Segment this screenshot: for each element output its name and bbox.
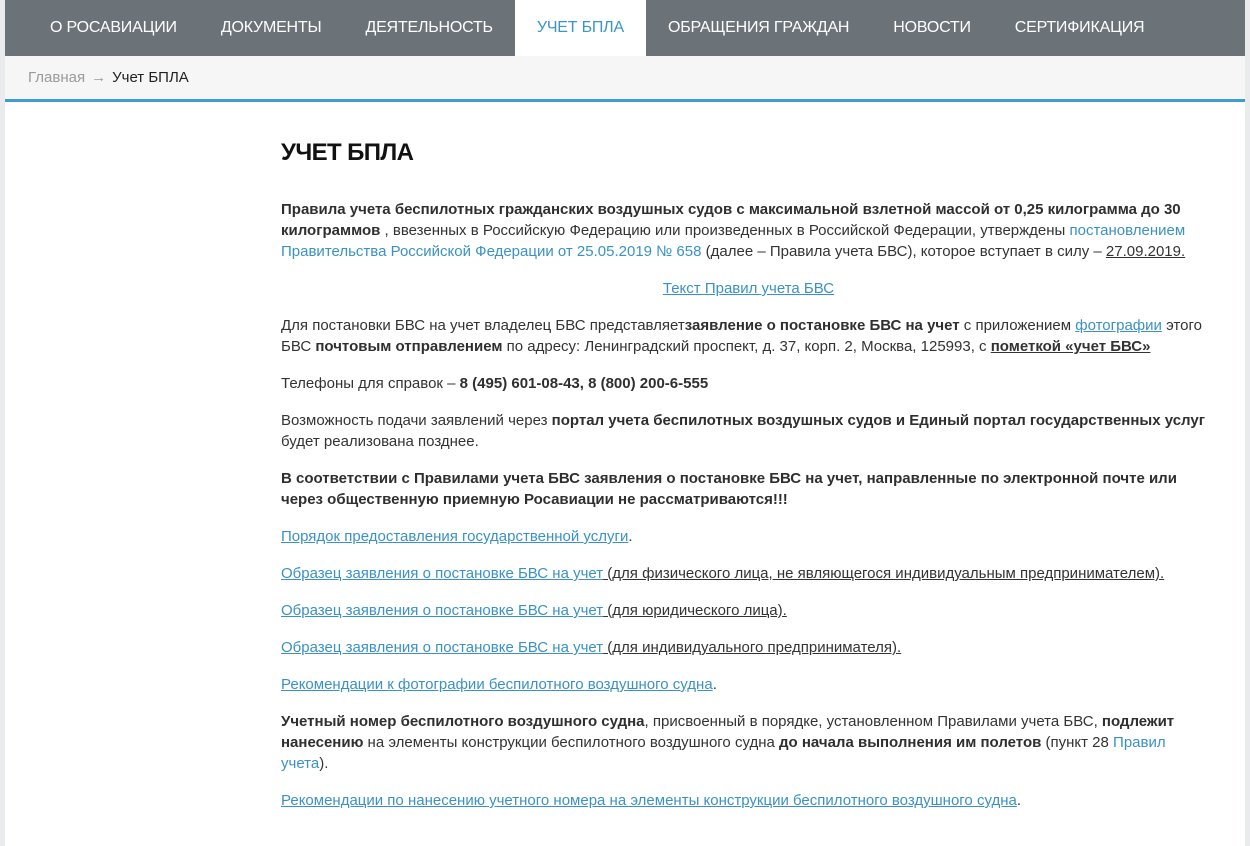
sample-legal-tail: (для юридического лица). [603, 602, 787, 619]
rules-intro-text: , ввезенных в Российскую Федерацию или произведенных в Российской Федерации, утверждены [380, 222, 1070, 239]
registration-paragraph [281, 315, 1216, 357]
service-procedure-row [281, 526, 1216, 547]
nav-item-about[interactable]: О РОСАВИАЦИИ [50, 19, 177, 36]
regnum-bold-2: подлежит нанесению [281, 713, 1175, 751]
nav-item-uav-registration[interactable]: УЧЕТ БПЛА [515, 0, 646, 56]
regnum-bold-3: до начала выполнения им полетов [779, 734, 1042, 751]
portal-text-1: Возможность подачи заявлений через [281, 412, 552, 429]
photo-recommendations-tail: . [712, 676, 717, 693]
phones-label: Телефоны для справок – [281, 375, 460, 392]
phones-paragraph [281, 373, 1216, 394]
service-procedure-tail: . [628, 528, 633, 545]
regnum-bold-1: Учетный номер беспилотного воздушного судна [281, 713, 645, 730]
regnum-text-3: (пункт 28 [1041, 734, 1114, 751]
sample-application-entrepreneur-link[interactable]: Образец заявления о постановке БВС на учет [281, 639, 604, 656]
registration-bold-3: пометкой «учет БВС» [990, 338, 1151, 355]
marking-recommendations-link[interactable]: Рекомендации по нанесению учетного номера на элементы конструкции беспилотного воздушного судна [281, 792, 1017, 809]
portal-text-2: будет реализована позднее. [281, 433, 479, 450]
marking-recommendations-row [281, 790, 1216, 811]
marking-recommendations-tail: . [1016, 792, 1021, 809]
rules-intro-paragraph [281, 199, 1216, 262]
nav-item-certification[interactable]: СЕРТИФИКАЦИЯ [1014, 19, 1145, 36]
registration-text-4: по адресу: Ленинградский проспект, д. 37, корп. 2, Москва, 125993, с [502, 338, 991, 355]
sample-entrepreneur-row [281, 637, 1216, 658]
regnum-text-1: , присвоенный в порядке, установленном Правилами учета БВС, [644, 713, 1102, 730]
sample-application-individual-link[interactable]: Образец заявления о постановке БВС на учет [281, 565, 604, 582]
effective-date: 27.09.2019. [1105, 243, 1186, 260]
rules-text-link[interactable]: Текст Правил учета БВС [662, 280, 835, 297]
breadcrumb [5, 56, 1245, 102]
breadcrumb-home-link[interactable]: Главная [28, 69, 86, 86]
registration-text-1: Для постановки БВС на учет владелец БВС представляет [281, 317, 685, 334]
sample-individual-row [281, 563, 1216, 584]
registration-text-2: с приложением [959, 317, 1076, 334]
service-procedure-link[interactable]: Порядок предоставления государственной услуги [281, 528, 629, 545]
nav-item-documents[interactable]: ДОКУМЕНТЫ [220, 19, 322, 36]
decree-link[interactable]: постановлением Правительства Российской Федерации от 25.05.2019 № 658 [281, 222, 1186, 260]
page-frame [5, 0, 1245, 846]
rules-text-row [281, 278, 1216, 299]
nav-item-news[interactable]: НОВОСТИ [893, 19, 971, 36]
sample-individual-tail: (для физического лица, не являющегося индивидуальным предпринимателем). [603, 565, 1165, 582]
photo-recommendations-link[interactable]: Рекомендации к фотографии беспилотного воздушного судна [281, 676, 713, 693]
registration-number-paragraph [281, 711, 1216, 774]
sample-entrepreneur-tail: (для индивидуального предпринимателя). [603, 639, 902, 656]
portal-paragraph [281, 410, 1216, 452]
sample-legal-row [281, 600, 1216, 621]
regnum-text-4: ). [319, 755, 329, 772]
regnum-text-2: на элементы конструкции беспилотного воздушного судна [363, 734, 779, 751]
warning-paragraph [281, 468, 1216, 510]
registration-text-3: этого БВС [281, 317, 1202, 355]
nav-item-activity[interactable]: ДЕЯТЕЛЬНОСТЬ [365, 19, 493, 36]
registration-bold-1: заявление о постановке БВС на учет [684, 317, 960, 334]
rules-intro-bold: Правила учета беспилотных гражданских воздушных судов с максимальной взлетной массой от 0,25 килограмма до 30 килограммов [281, 201, 1181, 239]
nav-item-citizen-appeals[interactable]: ОБРАЩЕНИЯ ГРАЖДАН [667, 19, 850, 36]
breadcrumb-arrow-icon: → [91, 69, 107, 86]
warning-text: В соответствии с Правилами учета БВС заявления о постановке БВС на учет, направленные по электронной почте или через общественную приемную Росавиации не рассматриваются!!! [281, 470, 1177, 508]
page-title: УЧЕТ БПЛА [281, 139, 414, 166]
portal-bold: портал учета беспилотных воздушных судов и Единый портал государственных услуг [551, 412, 1205, 429]
main-content [281, 134, 1216, 827]
registration-bold-2: почтовым отправлением [315, 338, 503, 355]
photo-link[interactable]: фотографии [1075, 317, 1162, 334]
breadcrumb-current: Учет БПЛА [112, 69, 189, 86]
rules-clause-link[interactable]: Правил учета [281, 734, 1166, 772]
sample-application-legal-link[interactable]: Образец заявления о постановке БВС на учет [281, 602, 604, 619]
rules-intro-text-2: (далее – Правила учета БВС), которое вступает в силу – [701, 243, 1106, 260]
photo-recommendations-row [281, 674, 1216, 695]
phones-value: 8 (495) 601-08-43, 8 (800) 200-6-555 [459, 375, 709, 392]
top-navigation [5, 0, 1245, 56]
